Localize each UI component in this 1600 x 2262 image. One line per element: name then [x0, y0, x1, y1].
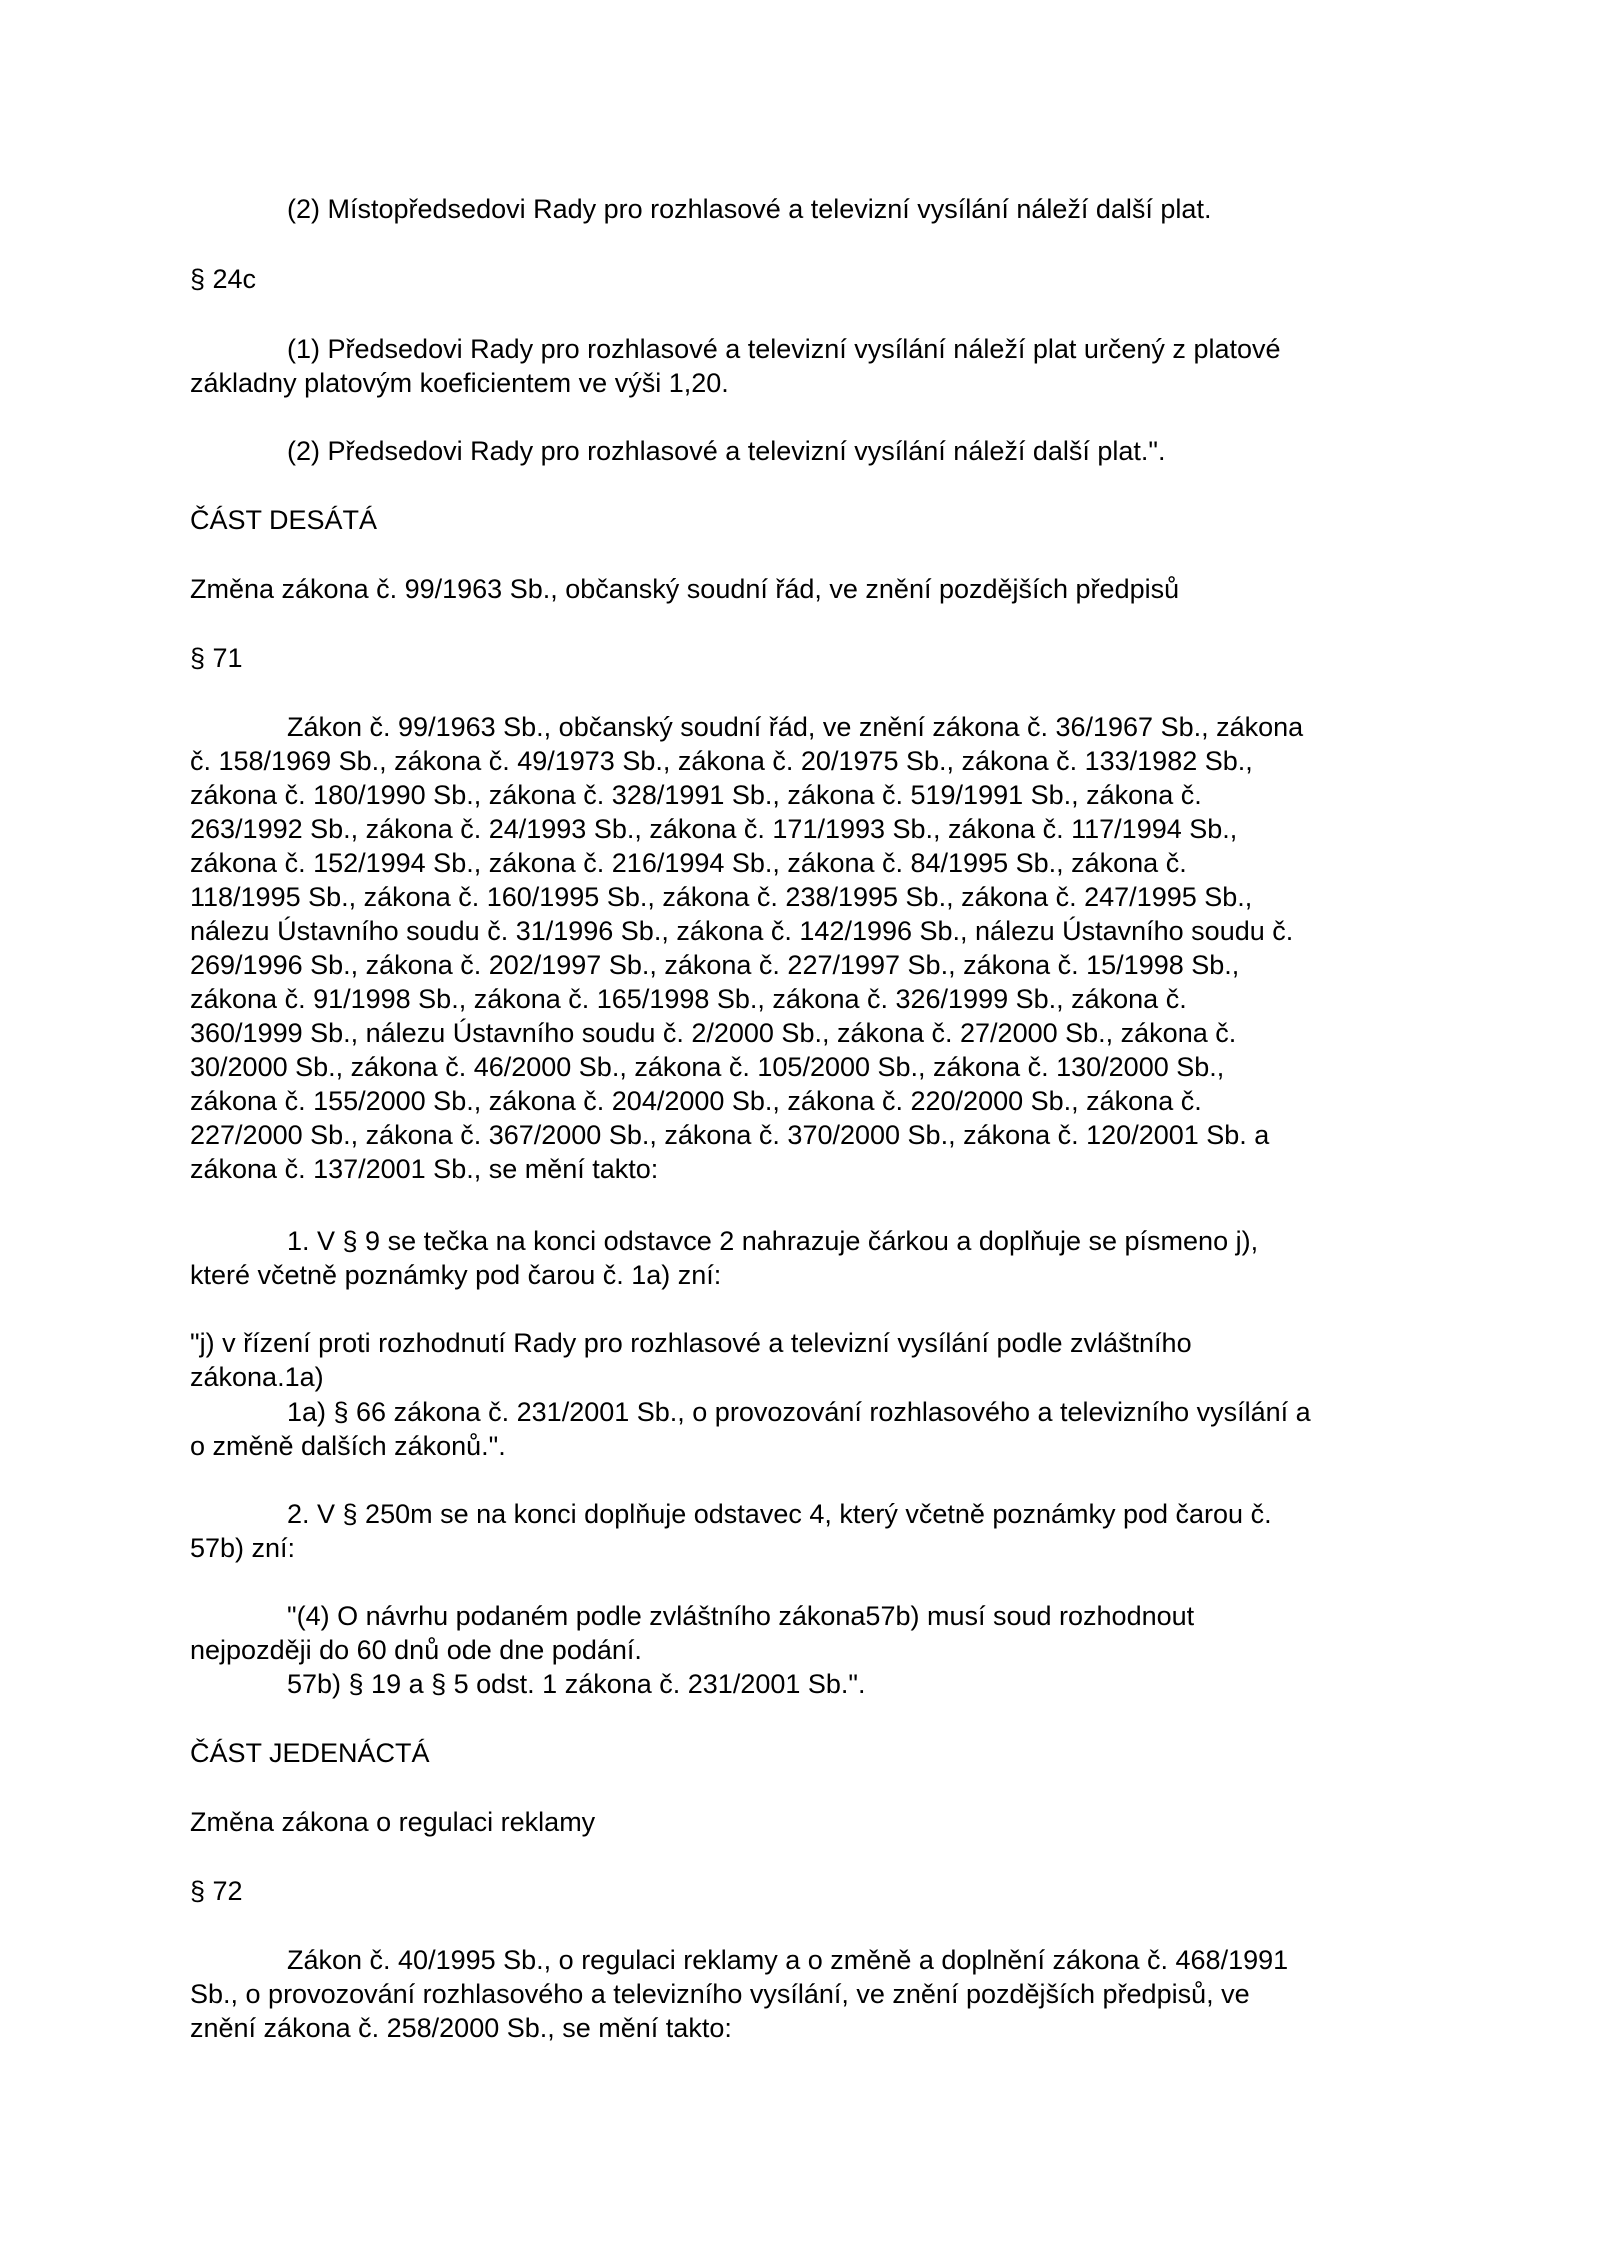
paragraph-civil-procedure-amendments: Zákon č. 99/1963 Sb., občanský soudní řád, ve znění zákona č. 36/1967 Sb., zákona č. 158/1969 Sb., zákona č. 49/1973 Sb., zákona č. 20/1975 Sb., zákona č. 133/1982 Sb., zákona č. 180/1990 Sb., zákona č. 328/1991 Sb., zákona č. 519/1991 Sb., zákona č. 263/1992 Sb., zákona č. 24/1993 Sb., zákona č. 171/1993 Sb., zákona č. 117/1994 Sb., zákona č. 152/1994 Sb., zákona č. 216/1994 Sb., zákona č. 84/1995 Sb., zákona č. 118/1995 Sb., zákona č. 160/1995 Sb., zákona č. 238/1995 Sb., zákona č. 247/1995 Sb., nálezu Ústavního soudu č. 31/1996 Sb., zákona č. 142/1996 Sb., nálezu Ústavního soudu č. 269/1996 Sb., zákona č. 202/1997 Sb., zákona č. 227/1997 Sb., zákona č. 15/1998 Sb., zákona č. 91/1998 Sb., zákona č. 165/1998 Sb., zákona č. 326/1999 Sb., zákona č. 360/1999 Sb., nálezu Ústavního soudu č. 2/2000 Sb., zákona č. 27/2000 Sb., zákona č. 30/2000 Sb., zákona č. 46/2000 Sb., zákona č. 105/2000 Sb., zákona č. 130/2000 Sb., zákona č. 155/2000 Sb., zákona č. 204/2000 Sb., zákona č. 220/2000 Sb., zákona č. 227/2000 Sb., zákona č. 367/2000 Sb., zákona č. 370/2000 Sb., zákona č. 120/2001 Sb. a zákona č. 137/2001 Sb., se mění takto:: [190, 712, 1304, 1184]
section-heading-71: § 71: [190, 643, 243, 673]
part-heading-eleven: ČÁST JEDENÁCTÁ: [190, 1738, 430, 1768]
paragraph-quoted-letter-j: "j) v řízení proti rozhodnutí Rady pro rozhlasové a televizní vysílání podle zvláštního zákona.1a): [190, 1328, 1192, 1392]
paragraph-point-1: 1. V § 9 se tečka na konci odstavce 2 nahrazuje čárkou a doplňuje se písmeno j), které včetně poznámky pod čarou č. 1a) zní:: [190, 1226, 1259, 1290]
paragraph-point-2: 2. V § 250m se na konci doplňuje odstavec 4, který včetně poznámky pod čarou č. 57b) zní:: [190, 1499, 1272, 1563]
part-title-ten: Změna zákona č. 99/1963 Sb., občanský soudní řád, ve znění pozdějších předpisů: [190, 574, 1180, 604]
paragraph-deputy-chair-additional-salary: (2) Místopředsedovi Rady pro rozhlasové a televizní vysílání náleží další plat.: [287, 194, 1212, 224]
part-heading-ten: ČÁST DESÁTÁ: [190, 505, 378, 535]
section-heading-24c: § 24c: [190, 264, 257, 294]
paragraph-chair-salary: (1) Předsedovi Rady pro rozhlasové a televizní vysílání náleží plat určený z platové základny platovým koeficientem ve výši 1,20.: [190, 334, 1281, 398]
part-title-eleven: Změna zákona o regulaci reklamy: [190, 1807, 596, 1837]
section-heading-72: § 72: [190, 1876, 243, 1906]
footnote-1a: 1a) § 66 zákona č. 231/2001 Sb., o provozování rozhlasového a televizního vysílání a o změně dalších zákonů.".: [190, 1397, 1311, 1461]
footnote-57b: 57b) § 19 a § 5 odst. 1 zákona č. 231/2001 Sb.".: [287, 1669, 866, 1699]
paragraph-advertising-regulation-amendment: Zákon č. 40/1995 Sb., o regulaci reklamy a o změně a doplnění zákona č. 468/1991 Sb., o provozování rozhlasového a televizního vysílání, ve znění pozdějších předpisů, ve znění zákona č. 258/2000 Sb., se mění takto:: [190, 1945, 1289, 2043]
paragraph-quoted-subsection-4: "(4) O návrhu podaném podle zvláštního zákona57b) musí soud rozhodnout nejpozději do 60 dnů ode dne podání.: [190, 1601, 1195, 1665]
paragraph-chair-additional-salary: (2) Předsedovi Rady pro rozhlasové a televizní vysílání náleží další plat.".: [287, 436, 1166, 466]
